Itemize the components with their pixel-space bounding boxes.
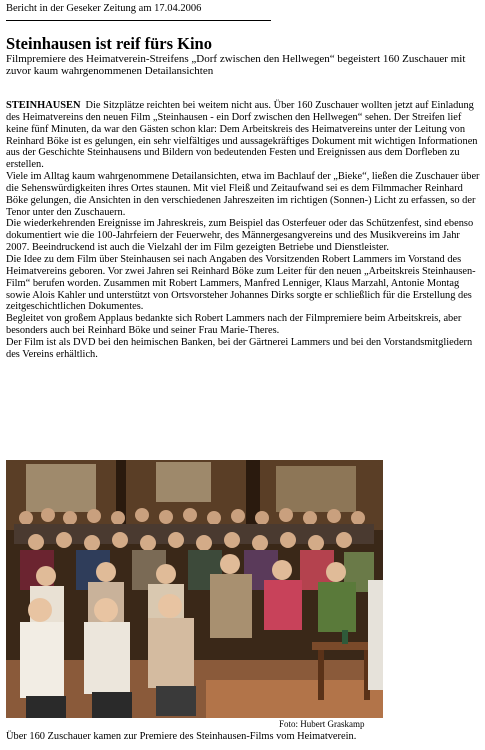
source-line: Bericht in der Geseker Zeitung am 17.04.2006 xyxy=(6,3,202,14)
article-body xyxy=(6,100,481,361)
audience-photo-image xyxy=(6,460,383,718)
headline: Steinhausen ist reif fürs Kino xyxy=(6,34,212,53)
article-paragraph: Begleitet von großem Applaus bedankte sich Robert Lammers nach der Filmpremiere beim Arbeitskreis, aber besonders auch bei Reinhard Böke und seiner Frau Marie-Theres. xyxy=(6,313,462,337)
paragraph-text: Die Sitzplätze reichten bei weitem nicht aus. Über 160 Zuschauer wollten jetzt auf Einladung des Heimatvereins den neuen Film „Steinhausen - ein Dorf zwischen den Hellwegen“ sehen. Der Streifen lief keine fünf Minuten, da war den Gästen schon klar: Dem Arbeitskreis des Heimatvereins unter der Leitung von Reinhard Böke ist es gelungen, ein sehr vielfältiges und aussagekräftiges Dokument mit wichtigen Informationen aus der Geschichte Steinhausens und Bildern von bedeutenden Festen und Ereignissen aus dem Dorfleben zu erstellen. xyxy=(6,100,478,171)
article-paragraph: Der Film ist als DVD bei den heimischen Banken, bei der Gärtnerei Lammers und bei den Vorstandsmitgliedern des Vereins erhältlich. xyxy=(6,336,473,360)
article-paragraph: Die Idee zu dem Film über Steinhausen sei nach Angaben des Vorsitzenden Robert Lammers im Vorstand des Heimatvereins geboren. Vor zwei Jahren sei Reinhard Böke zum Leiter für den neuen „Arbeitskreis Steinhausen-Film“ berufen worden. Zusammen mit Robert Lammers, Manfred Lenniger, Klaus Marzahl, Antonie Montag sowie Alois Kahler und unterstützt von Ortsvorsteher Johannes Dirks sorgte er schließlich für die Erstellung des zeitgeschichtlichen Dokumentes. xyxy=(6,253,476,313)
article-paragraph: Viele im Alltag kaum wahrgenommene Detailansichten, etwa im Bachlauf der „Bieke“, ließen die Zuschauer über die Sehenswürdigkeiten ihres Ortes staunen. Mit viel Fleiß und Zeitaufwand sei es dem Filmmacher Reinhard Böke gelungen, die Ansichten in den verschiedenen Jahreszeiten im richtigen (Sonnen-) Licht zu erfassen, so der Tenor unter den Zuschauern. xyxy=(6,171,480,218)
dateline: STEINHAUSEN xyxy=(6,100,81,111)
source-underline xyxy=(6,20,271,21)
article-paragraph xyxy=(6,100,481,171)
subheadline: Filmpremiere des Heimatverein-Streifens „Dorf zwischen den Hellwegen“ begeistert 160 Zuschauer mit zuvor kaum wahrgenommenen Detailansichten xyxy=(6,53,466,78)
photo-credit: Foto: Hubert Graskamp xyxy=(279,719,365,729)
audience-photo xyxy=(6,460,383,718)
photo-caption: Über 160 Zuschauer kamen zur Premiere des Steinhausen-Films vom Heimatverein. xyxy=(6,731,357,742)
article-paragraph: Die wiederkehrenden Ereignisse im Jahreskreis, zum Beispiel das Osterfeuer oder das Schützenfest, sind ebenso dokumentiert wie die 100-Jahrfeiern der Feuerwehr, des Männergesangvereins und des Musikvereins im Jahr 2007. Beeindruckend ist auch die Vielzahl der im Film gezeigten Betriebe und Dienstleister. xyxy=(6,218,474,254)
